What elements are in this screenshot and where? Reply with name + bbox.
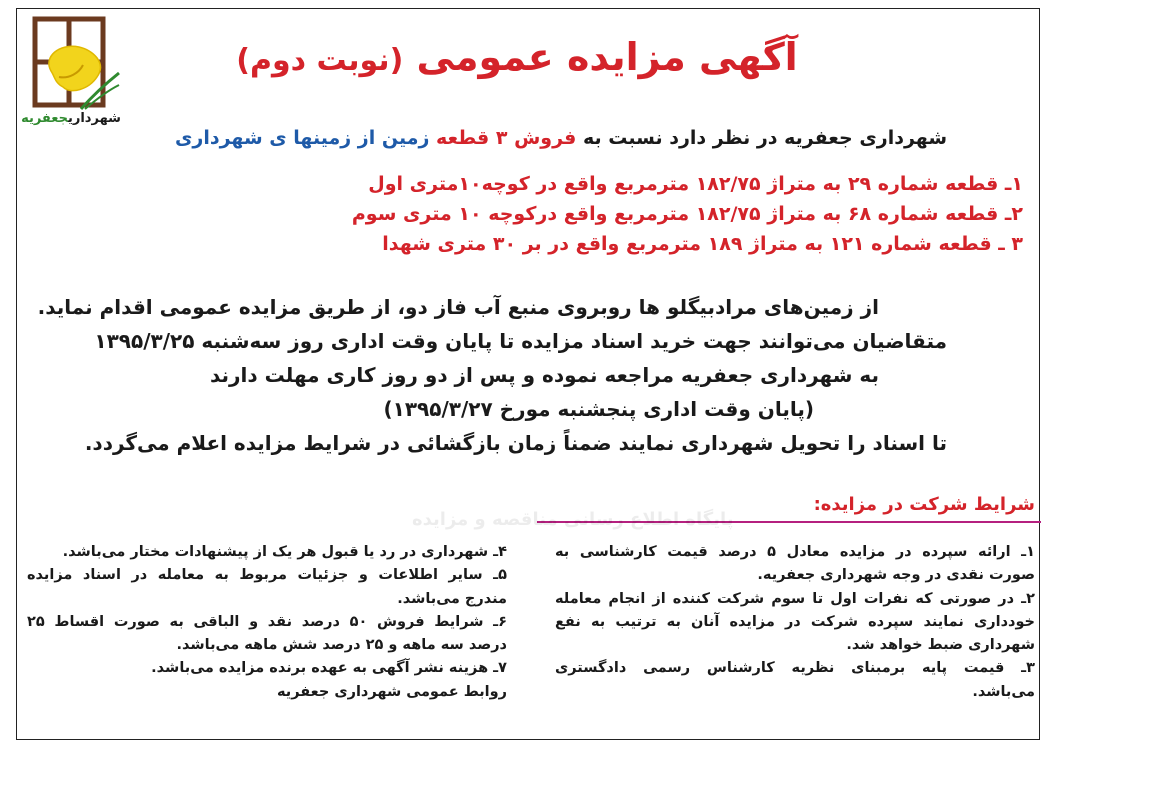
intro-line xyxy=(175,121,947,155)
municipality-logo xyxy=(21,13,121,137)
body-line: به شهرداری جعفریه مراجعه نموده و پس از دو روز کاری مهلت دارند xyxy=(209,363,879,387)
condition-line: ۶ـ شرایط فروش ۵۰ درصد نقد و الباقی به صورت اقساط ۲۵ xyxy=(27,613,507,630)
condition-line: ۳ـ قیمت پایه برمبنای نظریه کارشناس رسمی دادگستری xyxy=(555,660,1035,677)
condition-line: ۴ـ شهرداری در رد یا قبول هر یک از پیشنهادات مختار می‌باشد. xyxy=(62,544,507,560)
condition-line: ۵ـ سایر اطلاعات و جزئیات مربوط به معامله در اسناد مزایده xyxy=(27,567,507,584)
public-relations-signature: روابط عمومی شهرداری جعفریه xyxy=(276,683,507,700)
parcel-item: ۱ـ قطعه شماره ۲۹ به متراژ ۱۸۲/۷۵ مترمربع واقع در کوچه۱۰متری اول xyxy=(368,173,1023,195)
title-round-note: (نوبت دوم) xyxy=(236,43,404,78)
body-line: تا اسناد را تحویل شهرداری نمایند ضمناً زمان بازگشائی در شرایط مزایده اعلام می‌گردد. xyxy=(84,431,947,455)
body-line: (پایان وقت اداری پنجشنبه مورخ ۱۳۹۵/۳/۲۷) xyxy=(383,397,814,421)
parcel-item: ۲ـ قطعه شماره ۶۸ به متراژ ۱۸۲/۷۵ مترمربع واقع درکوچه ۱۰ متری سوم xyxy=(351,203,1023,225)
logo-caption-a: شهرداری xyxy=(67,111,121,126)
ad-title xyxy=(167,31,867,87)
condition-line: ۱ـ ارائه سپرده در مزایده معادل ۵ درصد قیمت کارشناسی به xyxy=(555,544,1035,560)
conditions-divider xyxy=(537,521,1041,523)
condition-line: صورت نقدی در وجه شهرداری جعفریه. xyxy=(757,567,1035,584)
parcel-item: ۳ ـ قطعه شماره ۱۲۱ به متراژ ۱۸۹ مترمربع واقع در بر ۳۰ متری شهدا xyxy=(382,233,1023,255)
condition-line: مندرج می‌باشد. xyxy=(397,590,507,607)
condition-line: ۲ـ در صورتی که نفرات اول تا سوم شرکت کننده از انجام معامله xyxy=(555,590,1035,607)
conditions-column-right xyxy=(555,541,1035,704)
conditions-column-left xyxy=(27,541,507,704)
logo-caption xyxy=(21,111,121,126)
intro-highlight-blue: زمین از زمینها ی شهرداری xyxy=(174,127,430,149)
advertisement-frame xyxy=(16,8,1040,740)
watermark: پایگاه اطلاع رسانی مناقصه و مزایده xyxy=(412,509,734,530)
conditions-title: شرایط شرکت در مزایده: xyxy=(813,494,1035,515)
condition-line: می‌باشد. xyxy=(972,683,1035,700)
title-main: آگهی مزایده عمومی xyxy=(416,35,798,79)
condition-line: ۷ـ هزینه نشر آگهی به عهده برنده مزایده می‌باشد. xyxy=(151,660,507,677)
intro-highlight-red: فروش ۳ قطعه xyxy=(436,127,577,149)
body-line: از زمین‌های مرادبیگلو ها روبروی منبع آب فاز دو، از طریق مزایده عمومی اقدام نماید. xyxy=(37,295,879,319)
condition-line: درصد سه ماهه و ۲۵ درصد شش ماهه می‌باشد. xyxy=(176,637,507,654)
logo-emblem-icon xyxy=(21,13,121,111)
condition-line: خودداری نمایند سپرده شرکت در مزایده آنان به ترتیب به نفع xyxy=(555,613,1035,630)
body-line: متقاضیان می‌توانند جهت خرید اسناد مزایده تا پایان وقت اداری روز سه‌شنبه ۱۳۹۵/۳/۲۵ xyxy=(94,329,947,353)
logo-caption-b: جعفریه xyxy=(21,111,68,126)
intro-text: شهرداری جعفریه در نظر دارد نسبت به xyxy=(582,127,947,149)
condition-line: شهرداری ضبط خواهد شد. xyxy=(846,637,1035,654)
